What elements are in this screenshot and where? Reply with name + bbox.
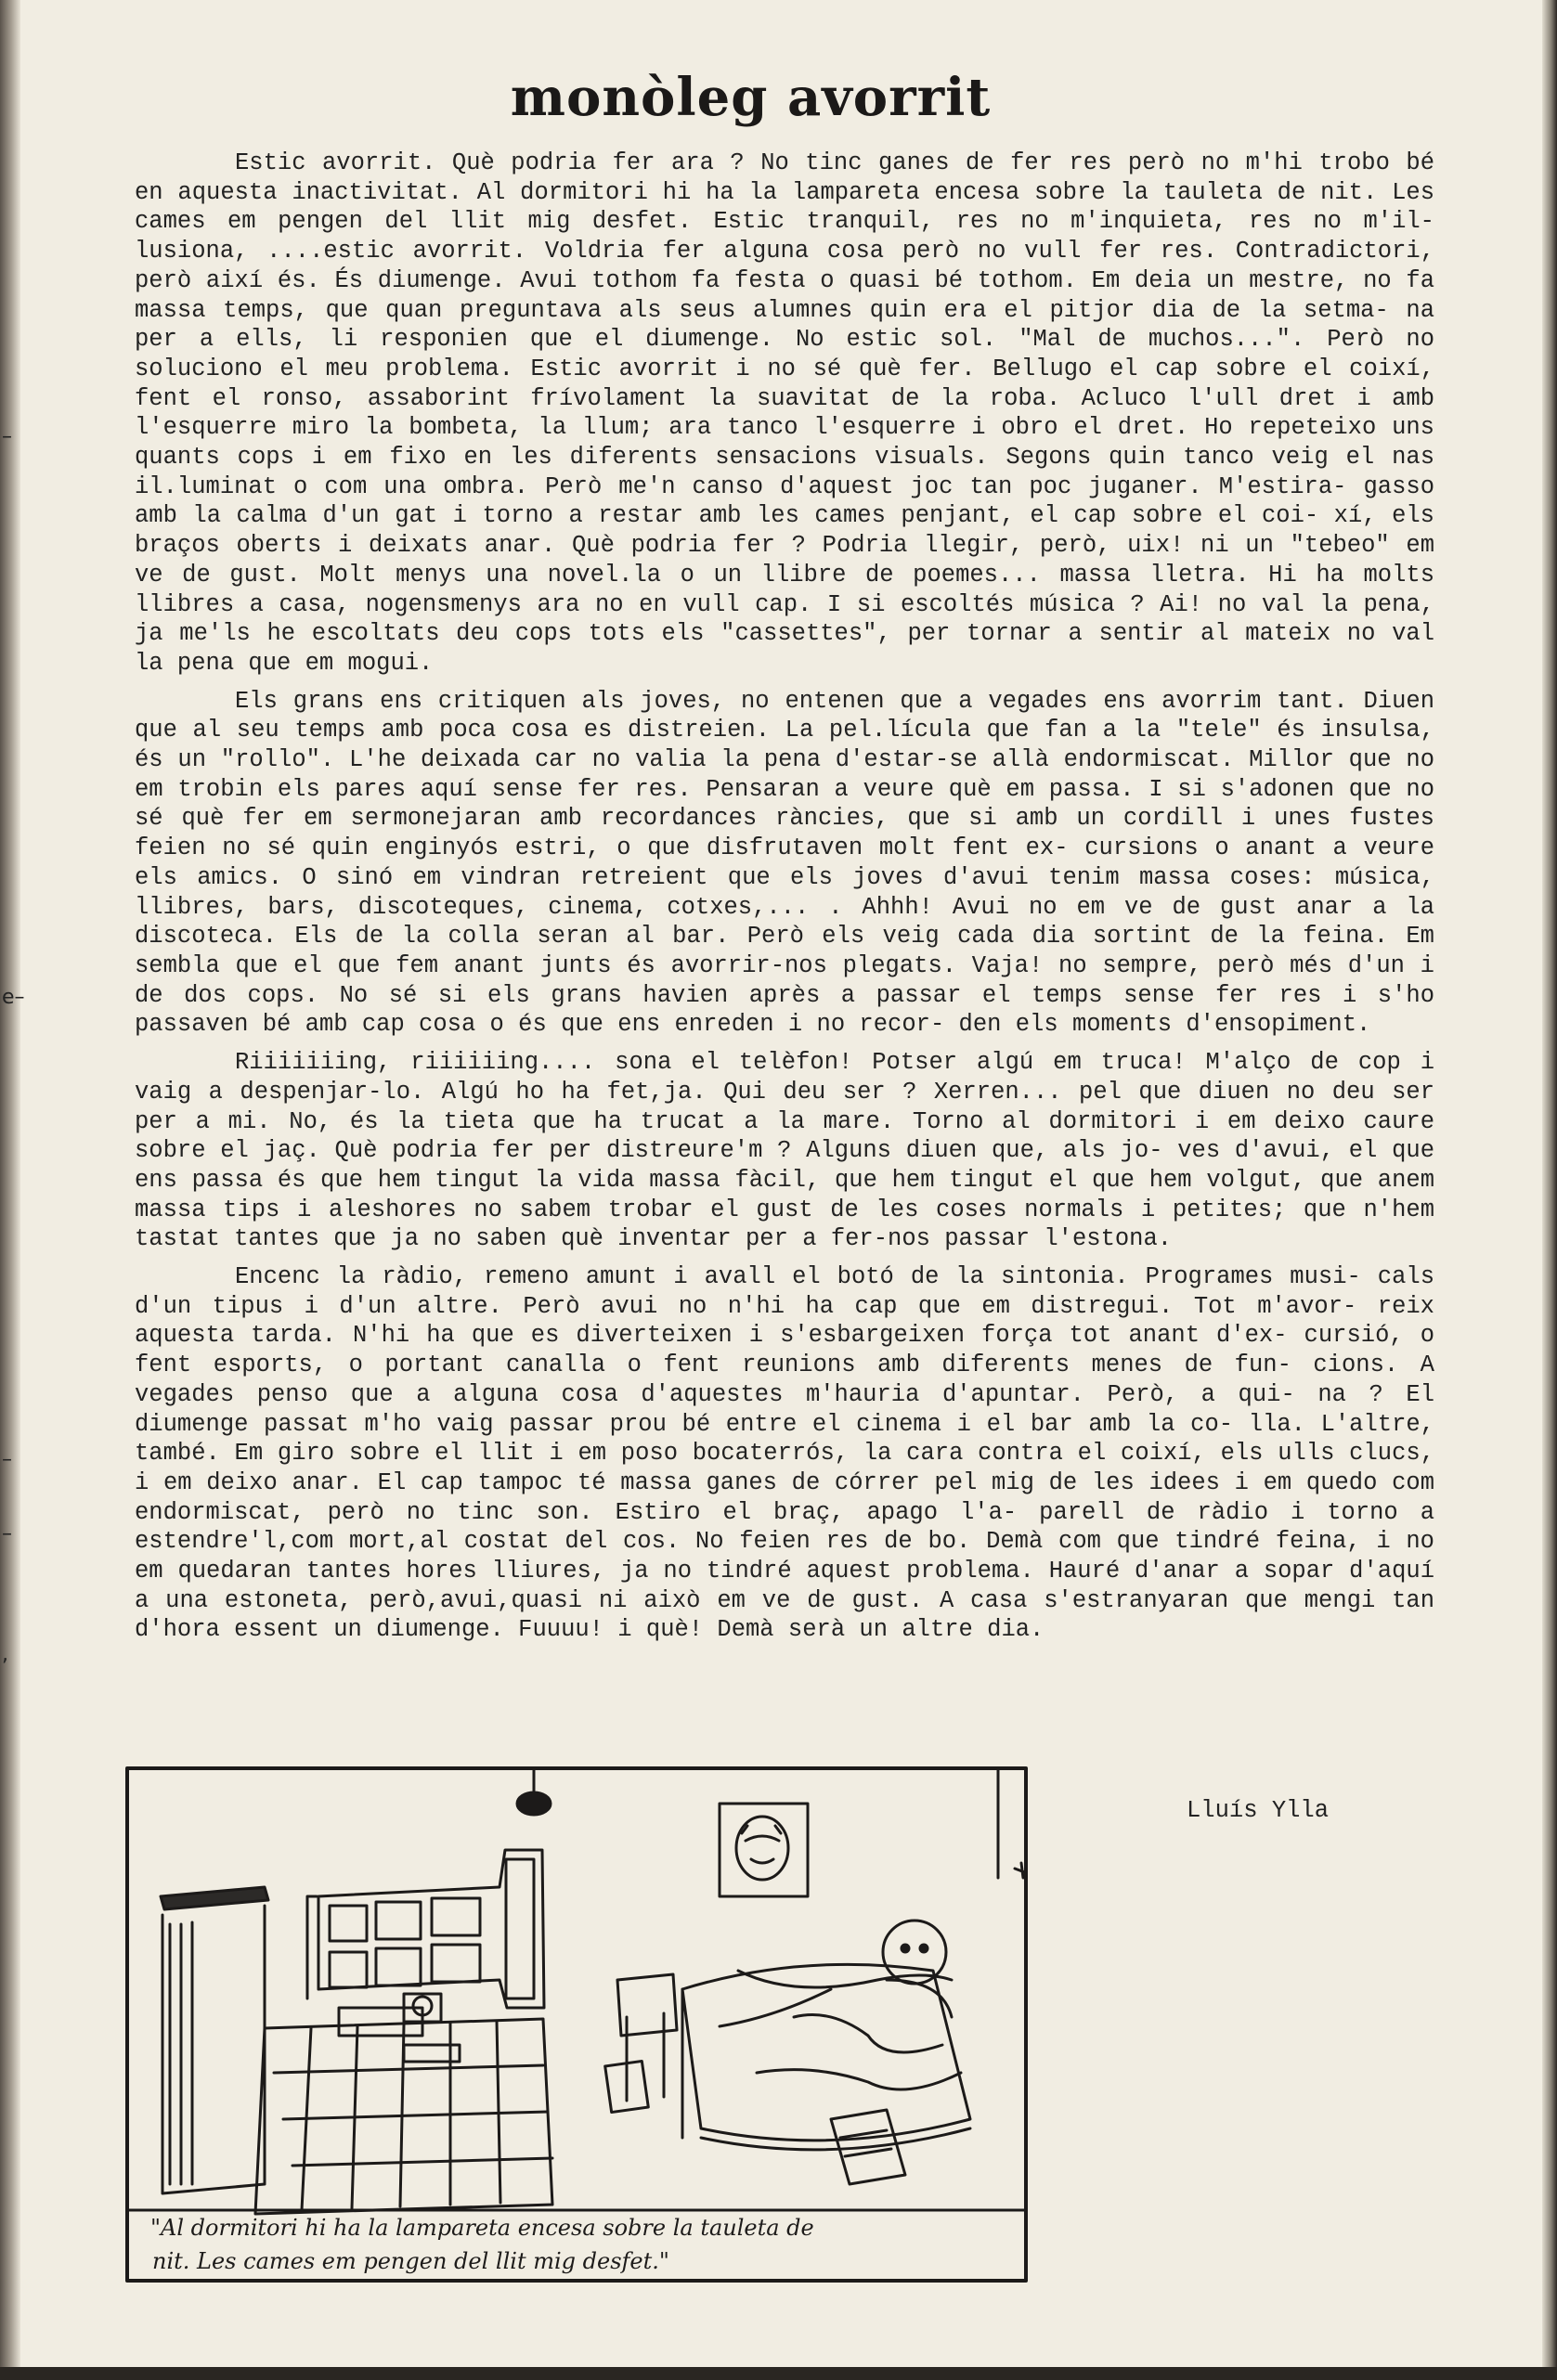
paragraph: Riiiiiiing, riiiiiing.... sona el telèfon! Potser algú em truca! M'alço de cop i vaig a despenjar-lo. Algú ho ha fet,ja. Qui deu ser ? Xerren... pel que diuen no deu ser per a mi. No, és la tieta que ha trucat a la mare. Torno al dormitori i em deixo caure sobre el jaç. Què podria fer per distreure'm ? Alguns diuen que, als jo- ves d'avui, el que ens passa és que hem tingut la vida massa fàcil, que hem tingut el que hem volgut, que anem massa tips i aleshores no sabem trobar el gust de les coses normals i petites; que n'hem tastat tantes que ja no saben què inventar per a fer-nos passar l'estona. <box>135 1049 1434 1253</box>
article-title: monòleg avorrit <box>510 67 992 128</box>
page-edge-shadow <box>1542 0 1557 2380</box>
edge-dash: – <box>2 1522 12 1546</box>
bedroom-illustration <box>125 1766 1028 2283</box>
edge-dash: – <box>2 425 12 448</box>
paragraph: Encenc la ràdio, remeno amunt i avall el botó de la sintonia. Programes musi- cals d'un tipus i d'un altre. Però avui no n'hi ha cap que em distregui. Tot m'avor- reix aquesta tarda. N'hi ha que es diverteixen i s'esbargeixen força tot anant d'ex- cursió, o fent esports, o portant canalla o fent reunions amb diferents menes de fun- cions. A vegades penso que a alguna cosa d'aquestes m'hauria d'apuntar. Però, a qui- na ? El diumenge passat m'ho vaig passar prou bé entre el cinema i el bar amb la co- lla. L'altre, també. Em giro sobre el llit i em poso bocaterrós, la cara contra el coixí, els ulls clucs, i em deixo anar. El cap tampoc té massa ganes de córrer pel mig de les idees i em quedo com endormiscat, però no tinc son. Estiro el braç, apago l'a- parell de ràdio i torno a estendre'l,com mort,al costat del cos. No feien res de bo. Demà com que tindré feina, i no em quedaran tantes hores lliures, ja no tindré aquest problema. Hauré d'anar a sopar d'aquí a una estoneta, però,avui,quasi ni això em ve de gust. A casa s'estranyaran que mengi tan d'hora essent un diumenge. Fuuuu! i què! Demà serà un altre dia. <box>135 1263 1434 1644</box>
edge-dash: , <box>2 1643 8 1666</box>
article-body <box>135 149 1434 1653</box>
paragraph: Els grans ens critiquen als joves, no entenen que a vegades ens avorrim tant. Diuen que al seu temps amb poca cosa es distreien. La pel.lícula que fan a la "tele" és insulsa, és un "rollo". L'he deixada car no valia la pena d'estar-se allà endormiscat. Millor que no em trobin els pares aquí sense fer res. Pensaran a veure què em passa. I si s'adonen que no sé què fer em sermonejaran amb recordances ràncies, que si amb un cordill i unes fustes feien no sé quin enginyós estri, o que disfrutaven molt fent ex- cursions o anant a veure els amics. O sinó em vindran retreient que els joves d'avui tenim massa coses: música, llibres, bars, discoteques, cinema, cotxes,... . Ahhh! Avui no em ve de gust anar a la discoteca. Els de la colla seran al bar. Però els veig cada dia sortint de la feina. Em sembla que el que fem anant junts és avorrir-nos plegats. Vaja! no sempre, però més d'un i de dos cops. No sé si els grans havien après a passar el temps sense fer res i s'ho passaven bé amb cap cosa o és que ens enreden i no recor- den els moments d'ensopiment. <box>135 687 1434 1039</box>
caption-line: "Al dormitori hi ha la lampareta encesa sobre la tauleta de <box>150 2215 814 2241</box>
paragraph: Estic avorrit. Què podria fer ara ? No tinc ganes de fer res però no m'hi trobo bé en aquesta inactivitat. Al dormitori hi ha la lampareta encesa sobre la tauleta de nit. Les cames em pengen del llit mig desfet. Estic tranquil, res no m'inquieta, res no m'il- lusiona, ....estic avorrit. Voldria fer alguna cosa però no vull fer res. Contradictori, però així és. És diumenge. Avui tothom fa festa o quasi bé tothom. Em deia un mestre, no fa massa temps, que quan preguntava als seus alumnes quin era el pitjor dia de la setma- na per a ells, li responien que el diumenge. No estic sol. "Mal de muchos...". Però no soluciono el meu problema. Estic avorrit i no sé què fer. Bellugo el cap sobre el coixí, fent el ronso, assaborint frívolament la suavitat de la roba. Acluco l'ull dret i amb l'esquerre miro la bombeta, la llum; ara tanco l'esquerre i obro el dret. Ho repeteixo uns quants cops i em fixo en les diferents sensacions visuals. Segons quin tanco veig el nas il.luminat o com una ombra. Però me'n canso d'aquest joc tan poc juganer. M'estira- gasso amb la calma d'un gat i torno a restar amb les cames penjant, el cap sobre el coi- xí, els braços oberts i deixats anar. Què podria fer ? Podria llegir, però, uix! ni un "tebeo" em ve de gust. Molt menys una novel.la o un llibre de poemes... massa lletra. Hi ha molts llibres a casa, nogensmenys ara no en vull cap. I si escoltés música ? Ai! no val la pena, ja me'ls he escoltats deu cops tots els "cassettes", per tornar a sentir al mateix no val la pena que em mogui. <box>135 149 1434 677</box>
page-bottom-edge <box>0 2367 1557 2380</box>
caption-line: nit. Les cames em pengen del llit mig desfet." <box>152 2248 669 2274</box>
edge-dash: e– <box>2 986 25 1009</box>
illustration-caption <box>150 2211 1014 2278</box>
author-signature: Lluís Ylla <box>1187 1797 1330 1824</box>
page-binding <box>0 0 20 2380</box>
edge-dash: – <box>2 1448 12 1471</box>
